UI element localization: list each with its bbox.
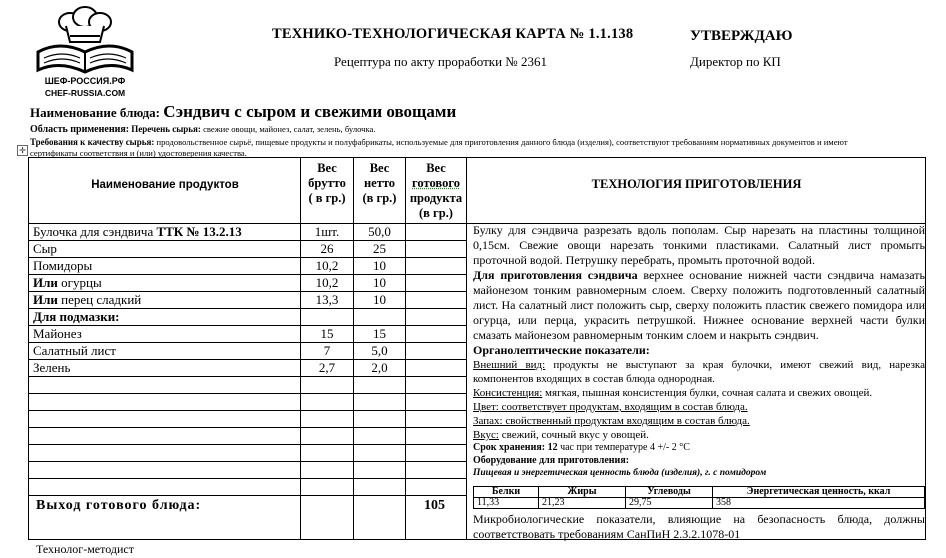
netto-cell: 15 [373,326,386,341]
dish-name: Сэндвич с сыром и свежими овощами [163,102,457,121]
table-row: Помидоры [33,258,93,273]
brutto-cell: 15 [320,326,334,341]
look-row: Внешний вид: продукты не выступают за края булочки, имеют свежий вид, нарезка компонентов входящих в состав блюда однородная. [473,359,925,385]
nutrition-table [473,486,925,509]
requirements-row [30,137,848,147]
color-row: Цвет: соответствует продуктам, входящим в состав блюда. [473,401,748,413]
nutrition-header: Энергетическая ценность, ккал [713,487,925,498]
technology-paragraph-1: Булку для сэндвича разрезать вдоль пополам. Сыр нарезать на пластины толщиной 0,15см. Свежие овощи нарезать тонкими пластиками. Салатный лист промыть проточной водой. Петрушку перебрать, промыть проточной водой. [473,223,925,267]
col-header-name: Наименование продуктов [91,179,239,191]
yield-label: Выход готового блюда: [36,498,202,513]
brutto-cell: 10,2 [315,258,339,273]
table-row: Или огурцы [33,275,102,290]
footer-signature: Технолог-методист [36,542,134,556]
dish-label: Наименование блюда: [30,105,160,120]
yield-value: 105 [424,498,445,513]
raw-label: Перечень сырья: [131,124,201,134]
nutrition-value: 358 [713,498,925,509]
nutrition-value: 11,33 [474,498,539,509]
netto-cell: 10 [373,292,386,307]
netto-cell: 10 [373,275,386,290]
logo [30,6,140,102]
col-header-netto: Вес нетто (в гр.) [362,161,397,205]
brutto-cell: 1шт. [314,224,340,239]
scope-row [30,124,376,135]
scope-label: Область применения: [30,124,130,135]
nutrition-header: Жиры [539,487,626,498]
dish-name-row [30,102,456,122]
technology-paragraph-2: Для приготовления сэндвича верхнее основание нижней части сэндвича намазать майонезом тонким равномерным слоем. Сверху положить подготовленный салатный лист. На салатный лист положить сыр, сверху положить пластик свежего помидора или огурца, или перца, украсить петрушкой. Нижнее основание верхней части булки смазать майонезом равномерным тонким слоем и накрыть сэндвич. [473,268,925,342]
brutto-cell: 26 [320,241,334,256]
nutrition-value: 21,23 [539,498,626,509]
col-header-technology: ТЕХНОЛОГИЯ ПРИГОТОВЛЕНИЯ [591,177,802,191]
netto-cell: 5,0 [371,343,388,358]
technology-text [473,223,925,480]
director-label: Директор по КП [690,54,781,69]
micro-text: Микробиологические показатели, влияющие на безопасность блюда, должны соответствовать требованиям СанПиН 2.3.2.1078-01 [473,512,925,541]
chef-book-logo-icon [30,6,140,78]
brutto-cell: 7 [323,343,331,358]
smell-row: Запах: свойственный продуктам входящим в состав блюда. [473,415,750,427]
nutrition-header: Углеводы [626,487,713,498]
requirements-text: продовольственное сырьё, пищевые продукты и полуфабрикаты, используемые для приготовления данного блюда (изделия), соответствуют требованиям нормативных документов и имеют [156,137,848,147]
netto-cell: 10 [373,258,386,273]
table-row: Майонез [33,326,82,341]
netto-cell: 2,0 [371,360,388,375]
raw-text: свежие овощи, майонез, салат, зелень, булочка. [203,124,376,134]
col-header-brutto: Вес брутто ( в гр.) [308,161,346,205]
table-row: Булочка для сэндвича ТТК № 13.2.13 [33,224,242,239]
netto-cell: 50,0 [368,224,391,239]
col-header-ready: Вес готового продукта (в гр.) [409,161,463,220]
taste-row: Вкус: свежий, сочный вкус у овощей. [473,429,649,441]
nutrition-title: Пищевая и энергетическая ценность блюда (изделия), г. с помидором [473,468,767,478]
nutrition-header: Белки [474,487,539,498]
document-subtitle: Рецептура по акту проработки № 2361 [334,54,547,69]
document-title: ТЕХНИКО-ТЕХНОЛОГИЧЕСКАЯ КАРТА № 1.1.138 [272,26,634,42]
consistency-row: Консистенция: мягкая, пышная консистенция булки, сочная салата и свежих овощей. [473,387,873,399]
section-row: Для подмазки: [33,309,120,324]
storage-row: Срок хранения: 12 час при температуре 4 +/- 2 °С [473,442,690,453]
requirements-label: Требования к качеству сырья: [30,137,155,147]
netto-cell: 25 [373,241,386,256]
brutto-cell: 10,2 [315,275,339,290]
approve-label: УТВЕРЖДАЮ [690,28,793,44]
brutto-cell: 13,3 [315,292,339,307]
brutto-cell: 2,7 [318,360,336,375]
table-row: Или перец сладкий [33,292,142,307]
logo-text-ru: ШЕФ-РОССИЯ.РФ [44,76,126,86]
table-row: Салатный лист [33,343,116,358]
logo-text-en: CHEF-RUSSIA.COM [44,88,126,98]
organoleptic-title: Органолептические показатели: [473,343,650,357]
table-row: Зелень [33,360,71,375]
requirements-line2: сертификаты соответствия и (или) удостоверения качества. [30,148,247,158]
table-move-handle-icon[interactable]: ✛ [17,145,28,156]
table-row: Сыр [33,241,57,256]
equipment-row: Оборудование для приготовления: [473,454,630,466]
nutrition-value: 29,75 [626,498,713,509]
